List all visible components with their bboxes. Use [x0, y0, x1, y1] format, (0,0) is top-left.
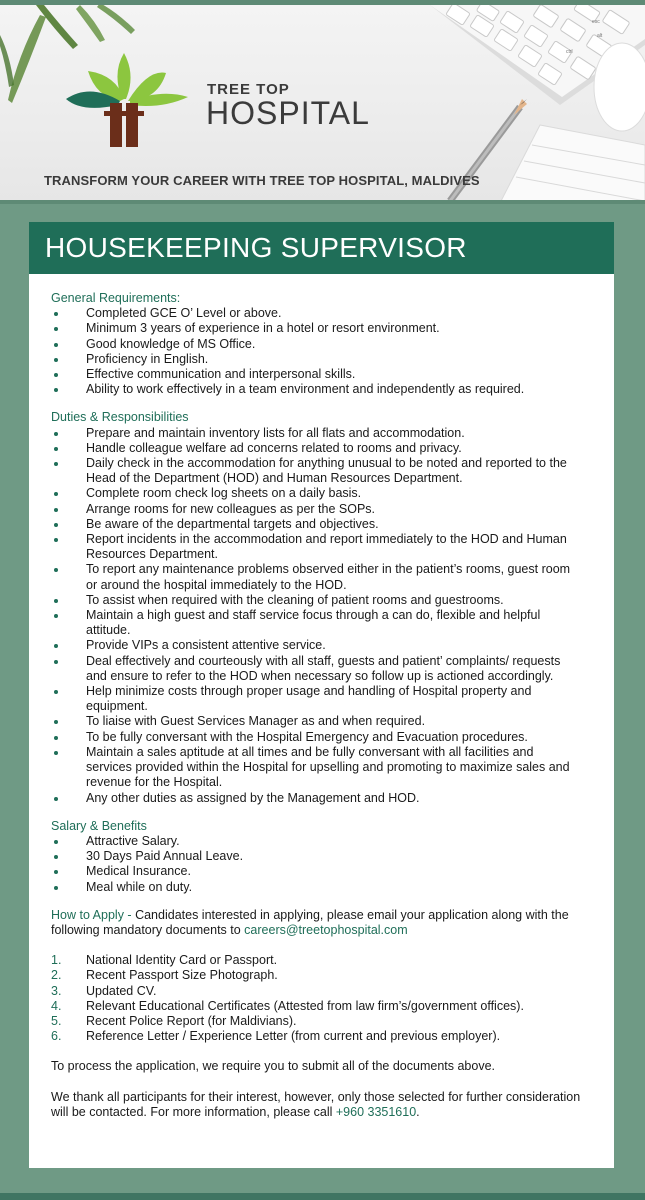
list-item: Meal while on duty.: [51, 880, 581, 895]
salary-heading: Salary & Benefits: [51, 818, 147, 833]
phone-number-link[interactable]: +960 3351610: [335, 1104, 417, 1119]
list-item-text: Recent Passport Size Photograph.: [86, 968, 278, 983]
list-item: Be aware of the departmental targets and objectives.: [51, 517, 581, 532]
header-tagline: TRANSFORM YOUR CAREER WITH TREE TOP HOSPITAL, MALDIVES: [44, 173, 480, 188]
list-number: 2.: [51, 968, 62, 983]
list-item: [51, 1029, 581, 1044]
general-requirements-heading: General Requirements:: [51, 291, 181, 305]
list-item: [51, 984, 581, 999]
process-note: To process the application, we require you to submit all of the documents above.: [51, 1059, 496, 1074]
list-item: [51, 1014, 581, 1029]
list-item: [51, 999, 581, 1014]
list-item-text: Recent Police Report (for Maldivians).: [86, 1013, 297, 1028]
thanks-section: [51, 1090, 581, 1120]
list-item: Arrange rooms for new colleagues as per the SOPs.: [51, 502, 581, 517]
list-item: To liaise with Guest Services Manager as and when required.: [51, 714, 581, 729]
list-item: Any other duties as assigned by the Management and HOD.: [51, 791, 581, 806]
list-item: Medical Insurance.: [51, 864, 581, 879]
list-item: [51, 953, 581, 968]
job-content: [51, 291, 581, 1133]
list-item: Completed GCE O’ Level or above.: [51, 306, 581, 321]
list-item: To be fully conversant with the Hospital Emergency and Evacuation procedures.: [51, 730, 581, 745]
list-item: Handle colleague welfare ad concerns related to rooms and privacy.: [51, 441, 581, 456]
job-title-bar: [29, 222, 614, 274]
list-item: Attractive Salary.: [51, 834, 581, 849]
documents-section: [51, 953, 581, 1044]
list-item: Maintain a high guest and staff service focus through a can do, flexible and helpful attitude.: [51, 608, 581, 638]
general-requirements-list: [51, 306, 581, 397]
general-requirements-section: [51, 291, 581, 397]
salary-list: [51, 834, 581, 895]
process-note-section: [51, 1059, 581, 1074]
brand-name-top: TREE TOP: [207, 81, 290, 98]
list-item: Complete room check log sheets on a daily basis.: [51, 486, 581, 501]
list-item: Help minimize costs through proper usage and handling of Hospital property and equipment.: [51, 684, 581, 714]
list-item: Prepare and maintain inventory lists for all flats and accommodation.: [51, 426, 581, 441]
list-number: 4.: [51, 998, 62, 1013]
key-label-esc: esc: [592, 19, 600, 25]
list-item: Deal effectively and courteously with all staff, guests and patient’ complaints/ requests and ensure to refer to the HOD when necessary so follow up is actioned accordingly.: [51, 654, 581, 684]
job-title: HOUSEKEEPING SUPERVISOR: [45, 232, 467, 263]
how-to-apply-text: [51, 908, 581, 938]
how-to-apply-section: [51, 908, 581, 938]
thanks-text: [51, 1090, 581, 1120]
list-item-text: Reference Letter / Experience Letter (from current and previous employer).: [86, 1029, 501, 1044]
key-label-ctrl: ctrl: [566, 49, 573, 55]
notepad-decoration: [500, 125, 645, 203]
list-item: To assist when required with the cleaning of patient rooms and guestrooms.: [51, 593, 581, 608]
brand-name-main: HOSPITAL: [206, 95, 370, 131]
key-label-alt: alt: [597, 33, 603, 39]
careers-email-link[interactable]: careers@treetophospital.com: [244, 922, 408, 937]
list-item: 30 Days Paid Annual Leave.: [51, 849, 581, 864]
salary-section: [51, 819, 581, 895]
list-item: Maintain a sales aptitude at all times and be fully conversant with all facilities and services provided within the Hospital for upselling and promoting to maximize sales and revenue for the Hospital.: [51, 745, 581, 791]
list-item: Provide VIPs a consistent attentive service.: [51, 638, 581, 653]
list-number: 3.: [51, 983, 62, 998]
list-item: Effective communication and interpersonal skills.: [51, 367, 581, 382]
documents-list: [51, 953, 581, 1044]
list-item-text: Relevant Educational Certificates (Attested from law firm’s/government offices).: [86, 998, 524, 1013]
list-item: Good knowledge of MS Office.: [51, 337, 581, 352]
thanks-body: We thank all participants for their interest, however, only those selected for further consideration will be contacted. For more information, please call: [51, 1089, 581, 1119]
list-number: 5.: [51, 1013, 62, 1028]
how-to-apply-body: Candidates interested in applying, please email your application along with the following mandatory documents to: [51, 907, 569, 937]
duties-section: [51, 410, 581, 805]
header-banner: [0, 5, 645, 203]
thanks-end: .: [416, 1104, 420, 1119]
mouse-decoration: [594, 43, 645, 131]
list-item: Report incidents in the accommodation and report immediately to the HOD and Human Resources Department.: [51, 532, 581, 562]
list-item: Daily check in the accommodation for anything unusual to be noted and reported to the Head of the Department (HOD) and Human Resources Department.: [51, 456, 581, 486]
list-item: [51, 968, 581, 983]
duties-list: [51, 426, 581, 806]
list-item-text: National Identity Card or Passport.: [86, 953, 278, 968]
list-item: Proficiency in English.: [51, 352, 581, 367]
list-number: 6.: [51, 1029, 62, 1044]
list-number: 1.: [51, 953, 62, 968]
list-item-text: Updated CV.: [86, 983, 157, 998]
list-item: Minimum 3 years of experience in a hotel or resort environment.: [51, 321, 581, 336]
bottom-border: [0, 1193, 645, 1200]
list-item: Ability to work effectively in a team environment and independently as required.: [51, 382, 581, 397]
tree-top-logo: [62, 53, 192, 149]
list-item: To report any maintenance problems observed either in the patient’s rooms, guest room or around the hospital immediately to the HOD.: [51, 562, 581, 592]
duties-heading: Duties & Responsibilities: [51, 410, 189, 425]
header-divider: [0, 200, 645, 204]
how-to-apply-label: How to Apply -: [51, 907, 136, 922]
